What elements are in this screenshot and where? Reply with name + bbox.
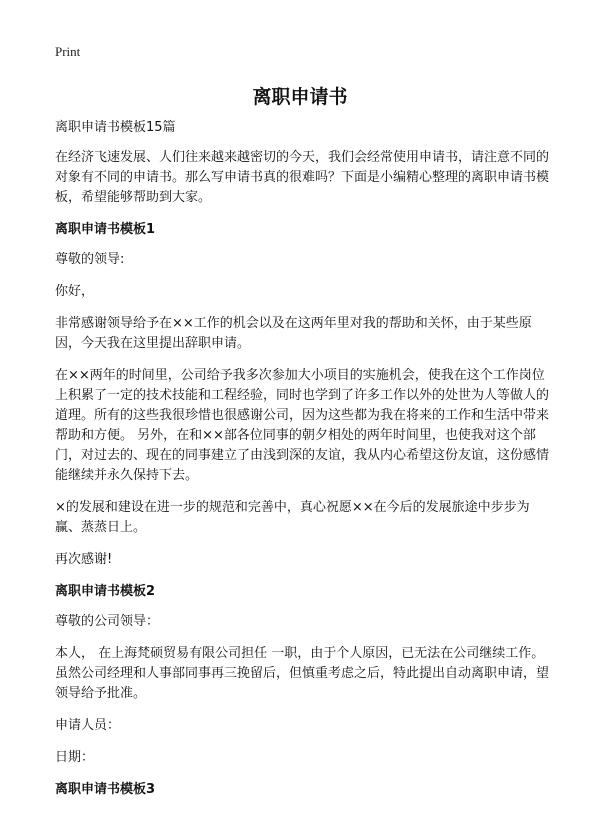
- intro-paragraph: 在经济飞速发展、人们往来越来越密切的今天，我们会经常使用申请书，请注意不同的对象有不同的申请书。那么写申请书真的很难吗？下面是小编精心整理的离职申请书模板，希望能够帮助到大家。: [55, 150, 550, 205]
- template1-paragraph-1: 非常感谢领导给予在××工作的机会以及在这两年里对我的帮助和关怀，由于某些原因，今天我在这里提出辞职申请。: [55, 316, 532, 351]
- template1-paragraph-3: ×的发展和建设在进一步的规范和完善中，真心祝愿××在今后的发展旅途中步步为赢、蒸蒸日上。: [55, 500, 530, 535]
- template1-closing: 再次感谢!: [55, 552, 113, 567]
- template1-greeting: 你好，: [55, 284, 95, 299]
- template2-heading: 离职申请书模板2: [55, 584, 156, 599]
- print-label: Print: [55, 44, 81, 59]
- template2-paragraph-1: 本人， 在上海梵硕贸易有限公司担任 一职，由于个人原因，已无法在公司继续工作。虽然公司经理和人事部同事再三挽留后，但慎重考虑之后，特此提出自动离职申请，望领导给予批准。: [55, 646, 550, 701]
- template1-paragraph-2: 在××两年的时间里，公司给予我多次参加大小项目的实施机会，使我在这个工作岗位上积累了一定的技术技能和工程经验，同时也学到了许多工作以外的处世为人等做人的道理。所有的这些我很珍惜也很感谢公司，因为这些都为我在将来的工作和生活中带来帮助和方便。 另外，在和××部各位同事的朝夕相处的两年时间里，也使我对这个部门，对过去的、现在的同事建立了由浅到深的友谊，我从内心希望这份友谊，这份感情能继续并永久保持下去。: [55, 368, 550, 483]
- template1-heading: 离职申请书模板1: [55, 222, 156, 237]
- template3-heading: 离职申请书模板3: [55, 782, 156, 797]
- template1-salutation: 尊敬的领导:: [55, 252, 125, 267]
- document-body: [55, 118, 550, 810]
- template2-date: 日期：: [55, 750, 95, 765]
- page-title: 离职申请书: [252, 86, 348, 108]
- document-subtitle: 离职申请书模板15篇: [55, 120, 176, 135]
- template2-salutation: 尊敬的公司领导：: [55, 614, 160, 629]
- template2-applicant: 申请人员：: [55, 718, 121, 733]
